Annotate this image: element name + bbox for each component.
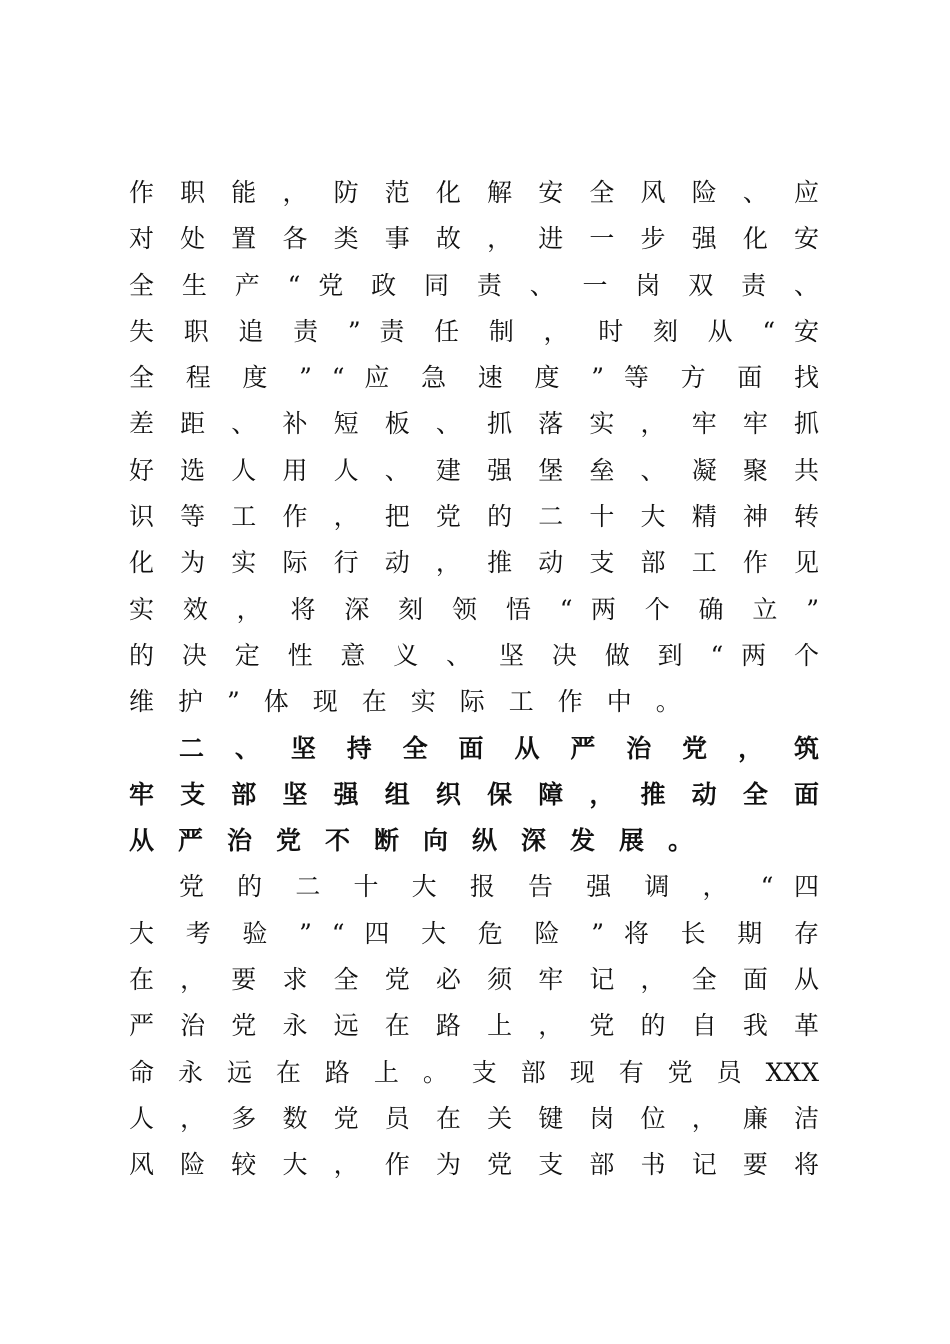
- text-line: 大 考 验 ” “ 四 大 危 险 ” 将 长 期 存: [129, 918, 819, 948]
- text-line: 好 选 人 用 人 、 建 强 堡 垒 、 凝 聚 共: [129, 455, 819, 485]
- section-heading-line: 牢 支 部 坚 强 组 织 保 障 ， 推 动 全 面: [129, 779, 819, 809]
- text-line: 差 距 、 补 短 板 、 抓 落 实 ， 牢 牢 抓: [129, 409, 819, 439]
- text-line: 识 等 工 作 ， 把 党 的 二 十 大 精 神 转: [129, 502, 819, 532]
- text-line: 化 为 实 际 行 动 ， 推 动 支 部 工 作 见: [129, 548, 819, 578]
- text-line: 人 ， 多 数 党 员 在 关 键 岗 位 ， 廉 洁: [129, 1103, 819, 1133]
- text-line: 全 生 产 “ 党 政 同 责 、 一 岗 双 责 、: [129, 270, 819, 300]
- document-body: [129, 170, 819, 1189]
- section-heading-line-last: 从严治党不断向纵深发展。: [129, 826, 718, 856]
- text-line: 风 险 较 大 ， 作 为 党 支 部 书 记 要 将: [129, 1150, 819, 1180]
- text-line: 实 效 ， 将 深 刻 领 悟 “ 两 个 确 立 ”: [129, 594, 819, 624]
- text-line: 命 永 远 在 路 上 。 支 部 现 有 党 员 XXX: [129, 1057, 819, 1087]
- text-line: 失 职 追 责 ” 责 任 制 ， 时 刻 从 “ 安: [129, 316, 819, 346]
- text-line: 对 处 置 各 类 事 故 ， 进 一 步 强 化 安: [129, 224, 819, 254]
- section-heading-line: 二 、 坚 持 全 面 从 严 治 党 ， 筑: [179, 733, 819, 763]
- text-line: 的 决 定 性 意 义 、 坚 决 做 到 “ 两 个: [129, 640, 819, 670]
- text-line: 作 职 能 ， 防 范 化 解 安 全 风 险 、 应: [129, 178, 819, 207]
- text-line-last: 维护”体现在实际工作中。: [129, 687, 705, 717]
- text-line: 在 ， 要 求 全 党 必 须 牢 记 ， 全 面 从: [129, 965, 819, 995]
- text-line: 严 治 党 永 远 在 路 上 ， 党 的 自 我 革: [129, 1011, 819, 1041]
- text-line: 党 的 二 十 大 报 告 强 调 ， “ 四: [179, 872, 819, 902]
- text-line: 全 程 度 ” “ 应 急 速 度 ” 等 方 面 找: [129, 363, 819, 393]
